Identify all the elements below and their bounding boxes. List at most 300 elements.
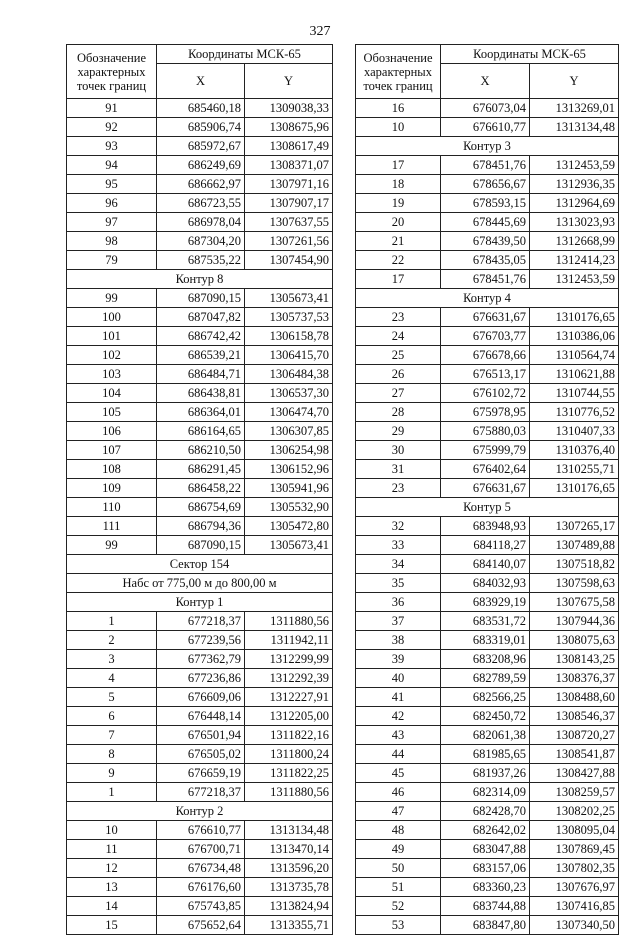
- y-cell: 1308075,63: [530, 631, 619, 650]
- point-cell: 16: [356, 99, 441, 118]
- y-cell: 1307944,36: [530, 612, 619, 631]
- table-row: [67, 308, 333, 327]
- y-cell: 1307598,63: [530, 574, 619, 593]
- table-row: [67, 232, 333, 251]
- header-coordinates: Координаты МСК-65: [441, 45, 619, 64]
- x-cell: 675652,64: [157, 916, 245, 935]
- page-number: 327: [309, 24, 331, 39]
- y-cell: 1307261,56: [245, 232, 333, 251]
- point-cell: 95: [67, 175, 157, 194]
- table-row: [356, 422, 619, 441]
- x-cell: 677239,56: [157, 631, 245, 650]
- point-cell: 111: [67, 517, 157, 536]
- point-cell: 17: [356, 270, 441, 289]
- point-cell: 6: [67, 707, 157, 726]
- x-cell: 675978,95: [441, 403, 530, 422]
- point-cell: 15: [67, 916, 157, 935]
- x-cell: 676703,77: [441, 327, 530, 346]
- table-row: [356, 707, 619, 726]
- point-cell: 13: [67, 878, 157, 897]
- y-cell: 1306537,30: [245, 384, 333, 403]
- table-row: [67, 745, 333, 764]
- point-cell: 1: [67, 612, 157, 631]
- section-heading: Набс от 775,00 м до 800,00 м: [67, 574, 333, 593]
- x-cell: 687535,22: [157, 251, 245, 270]
- table-row: [67, 346, 333, 365]
- y-cell: 1305532,90: [245, 498, 333, 517]
- point-cell: 2: [67, 631, 157, 650]
- point-cell: 41: [356, 688, 441, 707]
- y-cell: 1307518,82: [530, 555, 619, 574]
- section-heading: Сектор 154: [67, 555, 333, 574]
- point-cell: 32: [356, 517, 441, 536]
- table-row: [356, 365, 619, 384]
- point-cell: 38: [356, 631, 441, 650]
- x-cell: 676448,14: [157, 707, 245, 726]
- table-row: [356, 194, 619, 213]
- table-row: [67, 175, 333, 194]
- y-cell: 1311880,56: [245, 612, 333, 631]
- x-cell: 678439,50: [441, 232, 530, 251]
- table-row: [356, 593, 619, 612]
- x-cell: 683948,93: [441, 517, 530, 536]
- x-cell: 685972,67: [157, 137, 245, 156]
- section-row: [356, 289, 619, 308]
- x-cell: 682642,02: [441, 821, 530, 840]
- table-row: [356, 536, 619, 555]
- point-cell: 22: [356, 251, 441, 270]
- x-cell: 684118,27: [441, 536, 530, 555]
- table-row: [67, 631, 333, 650]
- table-row: [67, 707, 333, 726]
- table-row: [356, 213, 619, 232]
- table-row: [67, 821, 333, 840]
- y-cell: 1312453,59: [530, 270, 619, 289]
- point-cell: 49: [356, 840, 441, 859]
- x-cell: 686662,97: [157, 175, 245, 194]
- x-cell: 684140,07: [441, 555, 530, 574]
- table-row: [67, 536, 333, 555]
- y-cell: 1308541,87: [530, 745, 619, 764]
- point-cell: 8: [67, 745, 157, 764]
- table-row: [67, 479, 333, 498]
- y-cell: 1308720,27: [530, 726, 619, 745]
- table-row: [67, 859, 333, 878]
- y-cell: 1312227,91: [245, 688, 333, 707]
- x-cell: 676501,94: [157, 726, 245, 745]
- point-cell: 93: [67, 137, 157, 156]
- table-row: [67, 726, 333, 745]
- table-row: [356, 821, 619, 840]
- table-row: [67, 251, 333, 270]
- section-heading: Контур 4: [356, 289, 619, 308]
- y-cell: 1312292,39: [245, 669, 333, 688]
- table-row: [67, 194, 333, 213]
- y-cell: 1308095,04: [530, 821, 619, 840]
- point-cell: 25: [356, 346, 441, 365]
- y-cell: 1311822,16: [245, 726, 333, 745]
- point-cell: 10: [356, 118, 441, 137]
- table-body-right: [356, 99, 619, 935]
- section-row: [67, 574, 333, 593]
- point-cell: 37: [356, 612, 441, 631]
- x-cell: 686164,65: [157, 422, 245, 441]
- y-cell: 1306474,70: [245, 403, 333, 422]
- section-row: [67, 802, 333, 821]
- point-cell: 97: [67, 213, 157, 232]
- point-cell: 35: [356, 574, 441, 593]
- section-heading: Контур 8: [67, 270, 333, 289]
- point-cell: 109: [67, 479, 157, 498]
- table-row: [356, 650, 619, 669]
- section-row: [67, 555, 333, 574]
- x-cell: 686249,69: [157, 156, 245, 175]
- point-cell: 94: [67, 156, 157, 175]
- x-cell: 676610,77: [441, 118, 530, 137]
- table-row: [67, 669, 333, 688]
- x-cell: 682566,25: [441, 688, 530, 707]
- x-cell: 676073,04: [441, 99, 530, 118]
- point-cell: 47: [356, 802, 441, 821]
- point-cell: 17: [356, 156, 441, 175]
- table-row: [67, 764, 333, 783]
- y-cell: 1305737,53: [245, 308, 333, 327]
- x-cell: 678451,76: [441, 270, 530, 289]
- y-cell: 1308376,37: [530, 669, 619, 688]
- x-cell: 675999,79: [441, 441, 530, 460]
- y-cell: 1313023,93: [530, 213, 619, 232]
- table-row: [356, 802, 619, 821]
- point-cell: 33: [356, 536, 441, 555]
- x-cell: 686723,55: [157, 194, 245, 213]
- y-cell: 1312936,35: [530, 175, 619, 194]
- x-cell: 687090,15: [157, 289, 245, 308]
- table-row: [356, 517, 619, 536]
- point-cell: 52: [356, 897, 441, 916]
- point-cell: 4: [67, 669, 157, 688]
- x-cell: 677218,37: [157, 612, 245, 631]
- x-cell: 677236,86: [157, 669, 245, 688]
- point-cell: 51: [356, 878, 441, 897]
- header-designation: Обозначение характерных точек границ: [356, 45, 441, 99]
- y-cell: 1313134,48: [530, 118, 619, 137]
- y-cell: 1307676,97: [530, 878, 619, 897]
- x-cell: 686484,71: [157, 365, 245, 384]
- table-row: [356, 859, 619, 878]
- y-cell: 1310564,74: [530, 346, 619, 365]
- table-row: [356, 916, 619, 935]
- point-cell: 36: [356, 593, 441, 612]
- y-cell: 1306415,70: [245, 346, 333, 365]
- y-cell: 1312453,59: [530, 156, 619, 175]
- y-cell: 1305472,80: [245, 517, 333, 536]
- y-cell: 1310776,52: [530, 403, 619, 422]
- x-cell: 685460,18: [157, 99, 245, 118]
- point-cell: 98: [67, 232, 157, 251]
- x-cell: 676678,66: [441, 346, 530, 365]
- y-cell: 1311800,24: [245, 745, 333, 764]
- table-row: [67, 650, 333, 669]
- table-row: [356, 232, 619, 251]
- y-cell: 1307675,58: [530, 593, 619, 612]
- table-row: [67, 365, 333, 384]
- point-cell: 9: [67, 764, 157, 783]
- x-cell: 686794,36: [157, 517, 245, 536]
- x-cell: 683929,19: [441, 593, 530, 612]
- table-body-left: [67, 99, 333, 935]
- point-cell: 7: [67, 726, 157, 745]
- y-cell: 1313269,01: [530, 99, 619, 118]
- y-cell: 1307489,88: [530, 536, 619, 555]
- table-row: [356, 897, 619, 916]
- point-cell: 1: [67, 783, 157, 802]
- y-cell: 1308488,60: [530, 688, 619, 707]
- x-cell: 686539,21: [157, 346, 245, 365]
- header-designation: Обозначение характерных точек границ: [67, 45, 157, 99]
- y-cell: 1308143,25: [530, 650, 619, 669]
- point-cell: 100: [67, 308, 157, 327]
- point-cell: 23: [356, 479, 441, 498]
- table-row: [67, 460, 333, 479]
- coordinates-table-left: [66, 44, 333, 935]
- point-cell: 43: [356, 726, 441, 745]
- y-cell: 1306158,78: [245, 327, 333, 346]
- x-cell: 686978,04: [157, 213, 245, 232]
- y-cell: 1313735,78: [245, 878, 333, 897]
- x-cell: 686742,42: [157, 327, 245, 346]
- table-row: [356, 631, 619, 650]
- x-cell: 687304,20: [157, 232, 245, 251]
- x-cell: 678435,05: [441, 251, 530, 270]
- y-cell: 1310176,65: [530, 308, 619, 327]
- x-cell: 684032,93: [441, 574, 530, 593]
- point-cell: 107: [67, 441, 157, 460]
- x-cell: 676505,02: [157, 745, 245, 764]
- x-cell: 676631,67: [441, 479, 530, 498]
- y-cell: 1308202,25: [530, 802, 619, 821]
- header-x: X: [157, 64, 245, 99]
- x-cell: 683847,80: [441, 916, 530, 935]
- point-cell: 14: [67, 897, 157, 916]
- x-cell: 686210,50: [157, 441, 245, 460]
- y-cell: 1313824,94: [245, 897, 333, 916]
- y-cell: 1313134,48: [245, 821, 333, 840]
- x-cell: 683047,88: [441, 840, 530, 859]
- table-row: [67, 878, 333, 897]
- x-cell: 686458,22: [157, 479, 245, 498]
- point-cell: 105: [67, 403, 157, 422]
- table-row: [356, 460, 619, 479]
- point-cell: 101: [67, 327, 157, 346]
- coordinates-table-right: [355, 44, 619, 935]
- table-row: [67, 156, 333, 175]
- x-cell: 676734,48: [157, 859, 245, 878]
- y-cell: 1308371,07: [245, 156, 333, 175]
- point-cell: 96: [67, 194, 157, 213]
- section-row: [67, 593, 333, 612]
- y-cell: 1310376,40: [530, 441, 619, 460]
- table-row: [356, 251, 619, 270]
- point-cell: 11: [67, 840, 157, 859]
- table-row: [356, 745, 619, 764]
- table-row: [356, 669, 619, 688]
- point-cell: 46: [356, 783, 441, 802]
- x-cell: 683319,01: [441, 631, 530, 650]
- point-cell: 29: [356, 422, 441, 441]
- section-heading: Контур 2: [67, 802, 333, 821]
- table-row: [356, 384, 619, 403]
- point-cell: 48: [356, 821, 441, 840]
- y-cell: 1312964,69: [530, 194, 619, 213]
- y-cell: 1308675,96: [245, 118, 333, 137]
- table-row: [67, 403, 333, 422]
- table-row: [356, 327, 619, 346]
- x-cell: 686438,81: [157, 384, 245, 403]
- table-row: [356, 346, 619, 365]
- x-cell: 683157,06: [441, 859, 530, 878]
- y-cell: 1312414,23: [530, 251, 619, 270]
- table-row: [356, 764, 619, 783]
- table-row: [67, 441, 333, 460]
- x-cell: 686364,01: [157, 403, 245, 422]
- point-cell: 19: [356, 194, 441, 213]
- table-row: [356, 175, 619, 194]
- section-heading: Контур 3: [356, 137, 619, 156]
- y-cell: 1307637,55: [245, 213, 333, 232]
- y-cell: 1308546,37: [530, 707, 619, 726]
- y-cell: 1307454,90: [245, 251, 333, 270]
- y-cell: 1313596,20: [245, 859, 333, 878]
- x-cell: 676513,17: [441, 365, 530, 384]
- y-cell: 1312205,00: [245, 707, 333, 726]
- x-cell: 676609,06: [157, 688, 245, 707]
- section-row: [356, 498, 619, 517]
- y-cell: 1306307,85: [245, 422, 333, 441]
- y-cell: 1311880,56: [245, 783, 333, 802]
- y-cell: 1310255,71: [530, 460, 619, 479]
- table-row: [356, 688, 619, 707]
- point-cell: 99: [67, 289, 157, 308]
- table-row: [356, 118, 619, 137]
- y-cell: 1311822,25: [245, 764, 333, 783]
- point-cell: 99: [67, 536, 157, 555]
- table-row: [67, 137, 333, 156]
- point-cell: 104: [67, 384, 157, 403]
- x-cell: 683744,88: [441, 897, 530, 916]
- header-y: Y: [530, 64, 619, 99]
- x-cell: 678445,69: [441, 213, 530, 232]
- point-cell: 53: [356, 916, 441, 935]
- point-cell: 20: [356, 213, 441, 232]
- table-row: [67, 99, 333, 118]
- x-cell: 685906,74: [157, 118, 245, 137]
- point-cell: 12: [67, 859, 157, 878]
- point-cell: 92: [67, 118, 157, 137]
- y-cell: 1309038,33: [245, 99, 333, 118]
- table-row: [356, 308, 619, 327]
- y-cell: 1310407,33: [530, 422, 619, 441]
- x-cell: 676631,67: [441, 308, 530, 327]
- point-cell: 26: [356, 365, 441, 384]
- point-cell: 31: [356, 460, 441, 479]
- x-cell: 687047,82: [157, 308, 245, 327]
- point-cell: 5: [67, 688, 157, 707]
- y-cell: 1308427,88: [530, 764, 619, 783]
- y-cell: 1310744,55: [530, 384, 619, 403]
- x-cell: 678451,76: [441, 156, 530, 175]
- point-cell: 30: [356, 441, 441, 460]
- point-cell: 102: [67, 346, 157, 365]
- x-cell: 677218,37: [157, 783, 245, 802]
- section-row: [356, 137, 619, 156]
- x-cell: 682789,59: [441, 669, 530, 688]
- point-cell: 18: [356, 175, 441, 194]
- section-heading: Контур 1: [67, 593, 333, 612]
- point-cell: 21: [356, 232, 441, 251]
- x-cell: 683208,96: [441, 650, 530, 669]
- x-cell: 675743,85: [157, 897, 245, 916]
- x-cell: 676402,64: [441, 460, 530, 479]
- x-cell: 682314,09: [441, 783, 530, 802]
- x-cell: 683531,72: [441, 612, 530, 631]
- table-row: [356, 99, 619, 118]
- y-cell: 1310176,65: [530, 479, 619, 498]
- y-cell: 1308617,49: [245, 137, 333, 156]
- point-cell: 79: [67, 251, 157, 270]
- table-row: [356, 479, 619, 498]
- table-row: [67, 897, 333, 916]
- y-cell: 1305673,41: [245, 289, 333, 308]
- point-cell: 24: [356, 327, 441, 346]
- point-cell: 10: [67, 821, 157, 840]
- y-cell: 1312299,99: [245, 650, 333, 669]
- x-cell: 678656,67: [441, 175, 530, 194]
- x-cell: 676176,60: [157, 878, 245, 897]
- point-cell: 103: [67, 365, 157, 384]
- table-row: [67, 688, 333, 707]
- x-cell: 681985,65: [441, 745, 530, 764]
- point-cell: 3: [67, 650, 157, 669]
- y-cell: 1307265,17: [530, 517, 619, 536]
- table-row: [67, 384, 333, 403]
- point-cell: 108: [67, 460, 157, 479]
- y-cell: 1307971,16: [245, 175, 333, 194]
- x-cell: 676610,77: [157, 821, 245, 840]
- table-row: [67, 289, 333, 308]
- table-row: [67, 213, 333, 232]
- y-cell: 1311942,11: [245, 631, 333, 650]
- table-row: [67, 422, 333, 441]
- x-cell: 681937,26: [441, 764, 530, 783]
- table-row: [356, 878, 619, 897]
- y-cell: 1307802,35: [530, 859, 619, 878]
- table-row: [67, 916, 333, 935]
- x-cell: 682450,72: [441, 707, 530, 726]
- y-cell: 1305941,96: [245, 479, 333, 498]
- point-cell: 42: [356, 707, 441, 726]
- point-cell: 110: [67, 498, 157, 517]
- point-cell: 106: [67, 422, 157, 441]
- table-row: [356, 612, 619, 631]
- x-cell: 678593,15: [441, 194, 530, 213]
- x-cell: 677362,79: [157, 650, 245, 669]
- point-cell: 39: [356, 650, 441, 669]
- table-row: [356, 555, 619, 574]
- x-cell: 675880,03: [441, 422, 530, 441]
- point-cell: 91: [67, 99, 157, 118]
- y-cell: 1306152,96: [245, 460, 333, 479]
- y-cell: 1305673,41: [245, 536, 333, 555]
